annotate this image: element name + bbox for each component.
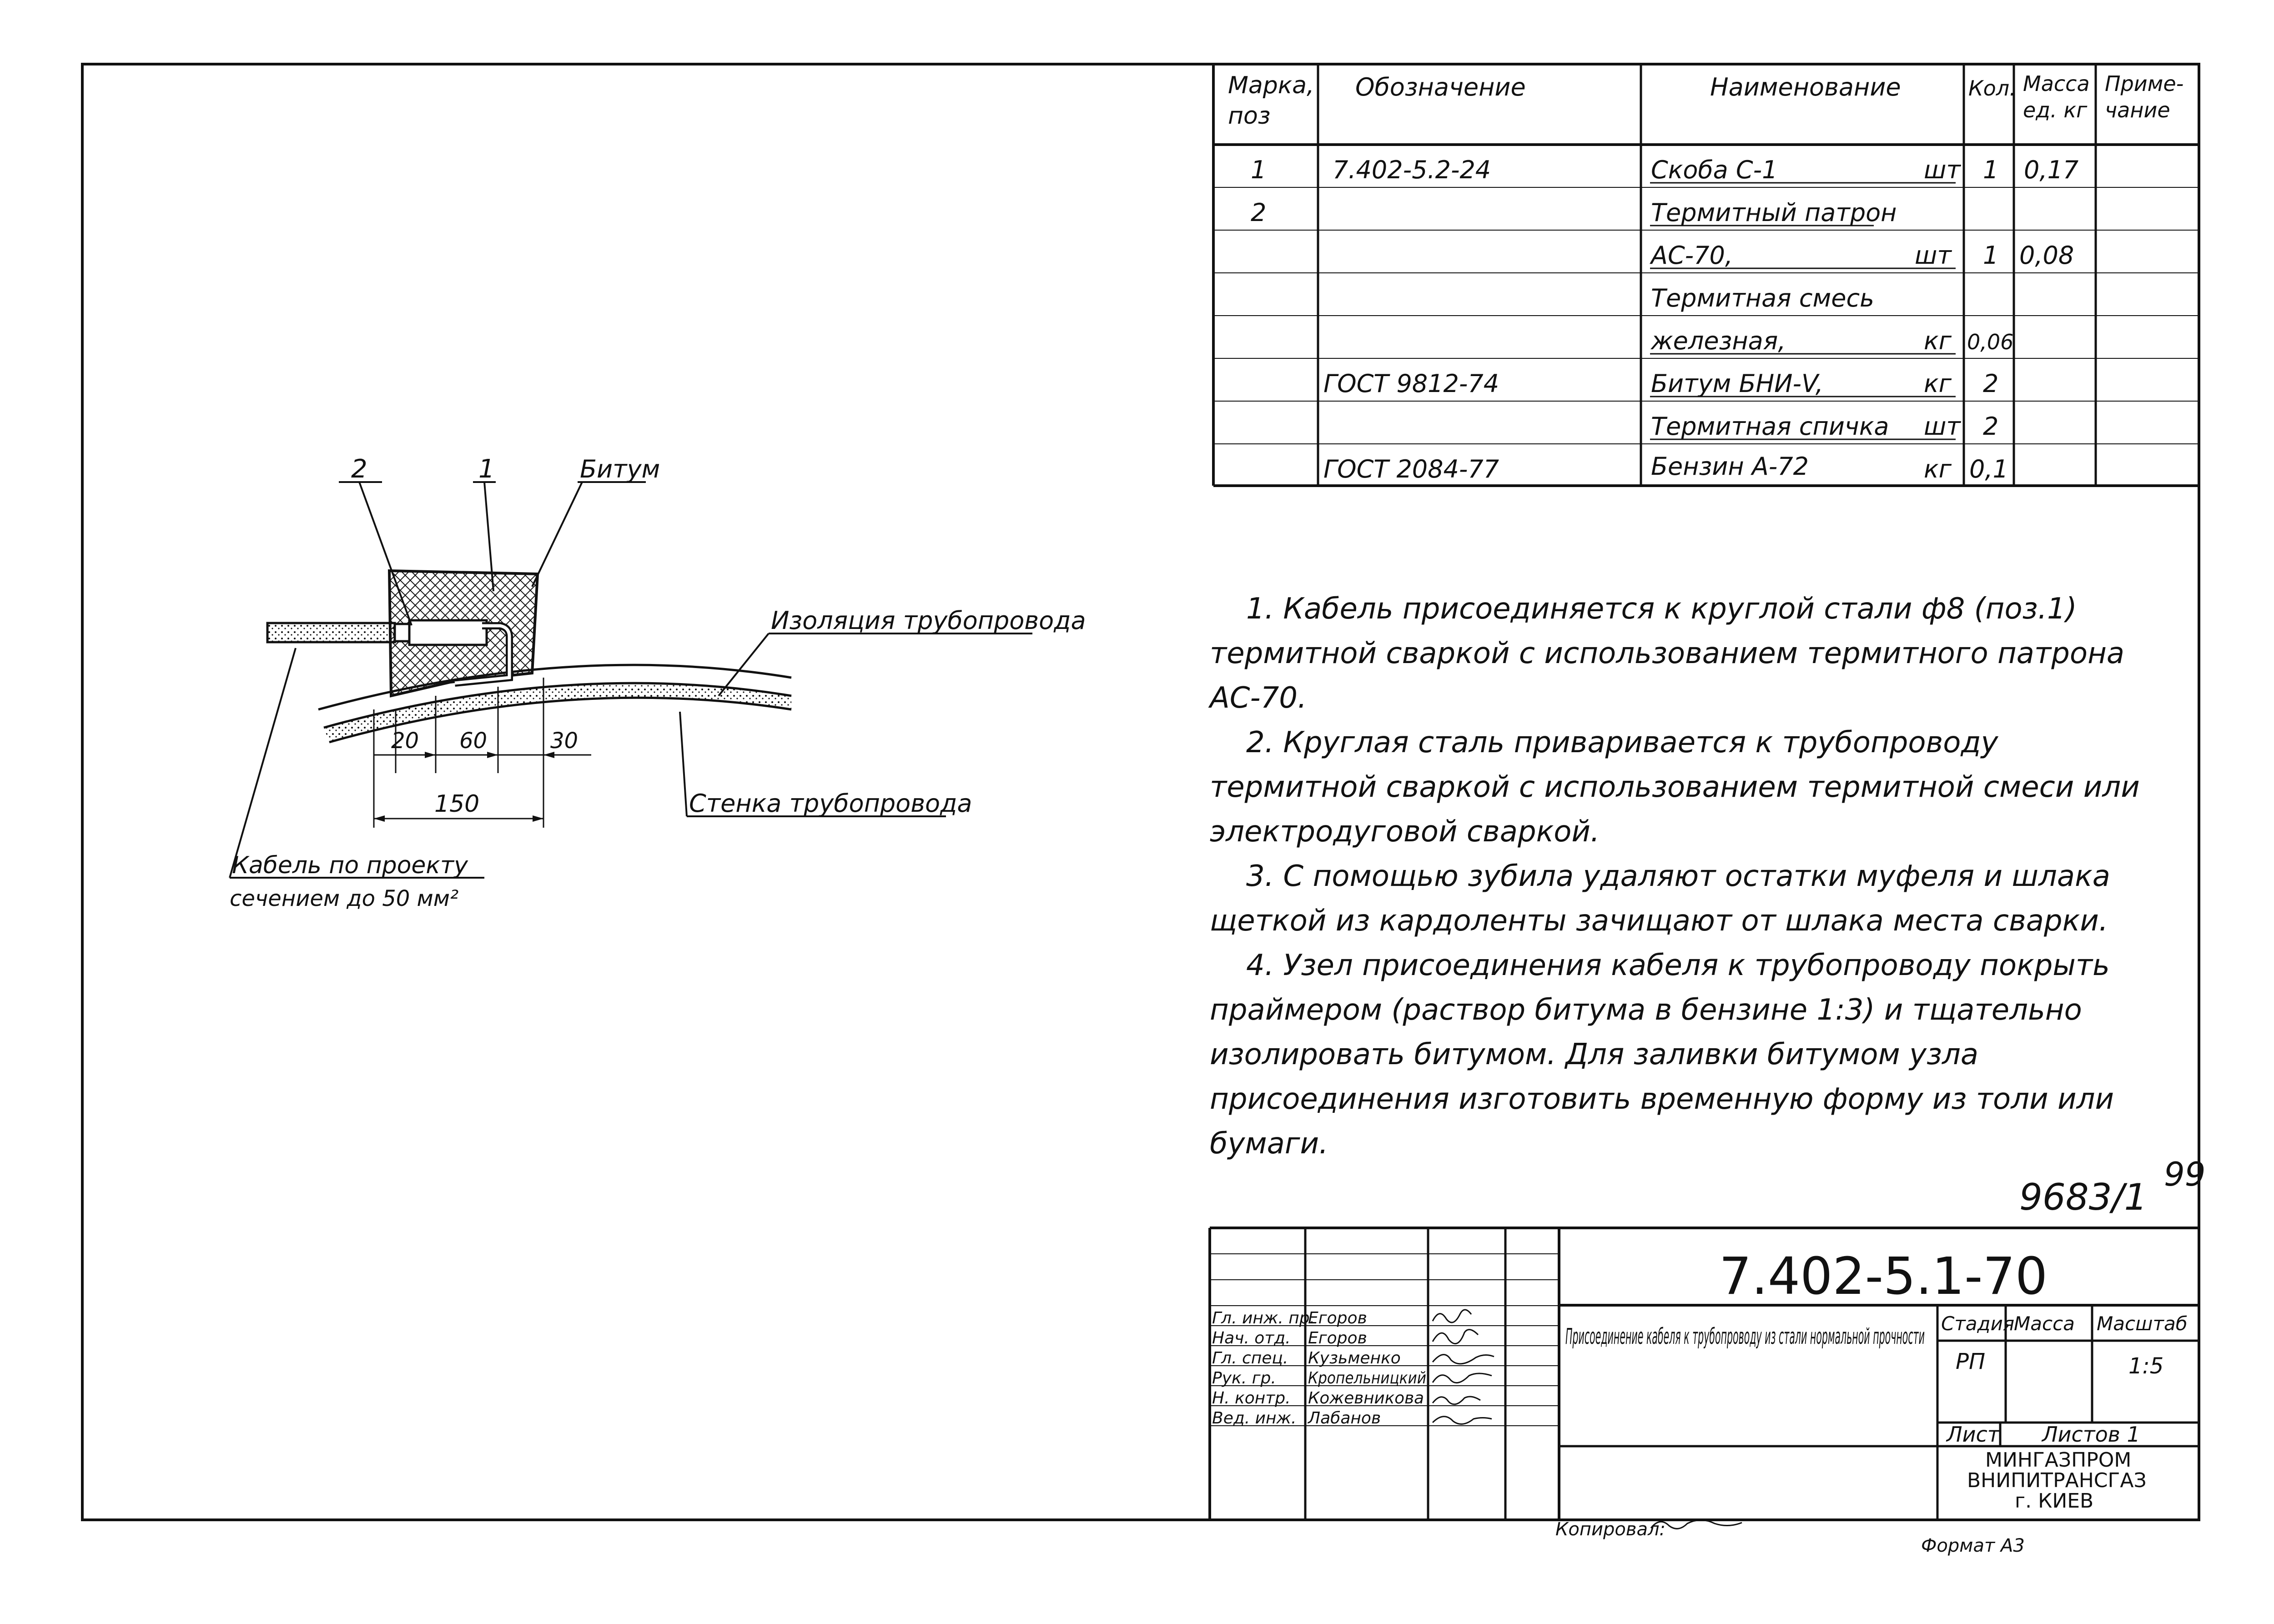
row6-qty: 2	[1983, 369, 1999, 398]
label-cable-2: сечением до 50 мм²	[230, 886, 459, 911]
row1-mass: 0,17	[2024, 156, 2079, 184]
hdr-note-1: Приме-	[2105, 71, 2184, 96]
row6-unit: кг	[1924, 369, 1952, 398]
hdr-name: Наименование	[1710, 73, 1901, 101]
row8-designation: ГОСТ 2084-77	[1323, 455, 1499, 483]
row1-name: Скоба С-1	[1651, 156, 1778, 184]
doc-code: 7.402-5.1-70	[1719, 1247, 2048, 1306]
sig-role-1: Гл. инж. пр.	[1212, 1309, 1315, 1327]
row1-mark: 1	[1251, 156, 1267, 184]
sig-name-3: Кузьменко	[1308, 1349, 1401, 1368]
dim-150: 150	[434, 790, 480, 818]
callout-2: 2	[351, 454, 367, 484]
copied-by-signature	[1649, 1514, 1767, 1537]
row4-name: Термитная смесь	[1651, 284, 1874, 312]
callout-bitumen: Битум	[580, 455, 660, 483]
hdr-designation: Обозначение	[1355, 73, 1526, 101]
row3-mass: 0,08	[2019, 241, 2074, 270]
label-insulation: Изоляция трубопровода	[771, 606, 1086, 635]
sheet-label: Лист	[1947, 1422, 2000, 1447]
dim-60: 60	[459, 728, 488, 754]
row8-name: Бензин А-72	[1651, 452, 1809, 481]
hdr-mass-1: Масса	[2023, 71, 2090, 96]
note-2: 2. Круглая сталь приваривается к трубопроводу термитной сваркой с использованием термитной смеси или электродуговой сваркой.	[1210, 726, 2140, 849]
org-3: г. КИЕВ	[2015, 1489, 2094, 1513]
row5-unit: кг	[1924, 327, 1952, 355]
scale-label: Масштаб	[2097, 1312, 2188, 1335]
row5-name: железная,	[1651, 327, 1786, 355]
dim-30: 30	[550, 728, 579, 754]
row1-unit: шт	[1924, 156, 1961, 184]
sheet-number: 99	[2164, 1155, 2206, 1193]
sig-name-5: Кожевникова	[1308, 1389, 1424, 1408]
mass-label: Масса	[2014, 1312, 2075, 1335]
row7-name: Термитная спичка	[1651, 412, 1889, 441]
scale-value: 1:5	[2128, 1353, 2164, 1379]
sig-name-1: Егоров	[1308, 1309, 1367, 1327]
title-line: Присоединение кабеля к трубопроводу из стали нормальной прочности	[1565, 1324, 1925, 1349]
row3-unit: шт	[1915, 241, 1952, 270]
row8-unit: кг	[1924, 455, 1952, 483]
sig-name-6: Лабанов	[1308, 1409, 1381, 1428]
hdr-mass-2: ед. кг	[2023, 98, 2088, 122]
note-1: 1. Кабель присоединяется к круглой стали ф8 (поз.1) термитной сваркой с использованием термитного патрона АС-70.	[1210, 592, 2125, 715]
org-2: ВНИПИТРАНСГАЗ	[1967, 1469, 2147, 1492]
hdr-qty: Кол.	[1968, 76, 2016, 101]
label-cable-1: Кабель по проекту	[232, 852, 468, 879]
sig-role-3: Гл. спец.	[1212, 1349, 1288, 1368]
note-3: 3. С помощью зубила удаляют остатки муфеля и шлака щеткой из кардоленты зачищают от шлака места сварки.	[1210, 860, 2110, 938]
row3-qty: 1	[1983, 241, 1999, 270]
hdr-mark-2: поз	[1228, 102, 1271, 130]
callout-1: 1	[478, 454, 495, 484]
row3-name: АС-70,	[1651, 241, 1733, 270]
handwritten-signatures	[1433, 1310, 1494, 1424]
row7-qty: 2	[1983, 412, 1999, 441]
note-4: 4. Узел присоединения кабеля к трубопроводу покрыть праймером (раствор битума в бензине 1:3) и тщательно изолировать битумом. Для заливки битумом узла присоединения изготовить временную форму из толи или бумаги.	[1210, 949, 2114, 1161]
dim-20: 20	[391, 728, 419, 754]
row8-qty: 0,1	[1969, 455, 2008, 483]
hdr-note-2: чание	[2105, 98, 2170, 122]
sig-role-6: Вед. инж.	[1212, 1409, 1297, 1428]
row2-name: Термитный патрон	[1651, 198, 1897, 227]
row1-designation: 7.402-5.2-24	[1333, 156, 1491, 184]
sig-role-2: Нач. отд.	[1212, 1329, 1291, 1347]
sig-role-5: Н. контр.	[1212, 1389, 1291, 1408]
copied-by-label: Копировал:	[1555, 1519, 1666, 1540]
row6-name: Битум БНИ-V,	[1651, 369, 1823, 398]
row5-qty: 0,06	[1967, 330, 2014, 354]
sheets-label: Листов 1	[2042, 1422, 2140, 1447]
org-1: МИНГАЗПРОМ	[1985, 1448, 2132, 1472]
format-label: Формат А3	[1921, 1535, 2025, 1556]
sig-name-4: Кропельницкий	[1308, 1369, 1426, 1388]
sig-role-4: Рук. гр.	[1212, 1369, 1276, 1388]
label-wall: Стенка трубопровода	[689, 789, 972, 818]
row7-unit: шт	[1924, 412, 1961, 441]
stage-label: Стадия	[1941, 1312, 2015, 1335]
archive-number: 9683/1	[2019, 1176, 2148, 1218]
row2-mark: 2	[1251, 198, 1267, 227]
stage-value: РП	[1956, 1349, 1986, 1374]
hdr-mark-1: Марка,	[1228, 72, 1314, 99]
sig-name-2: Егоров	[1308, 1329, 1367, 1347]
row1-qty: 1	[1983, 156, 1999, 184]
row6-designation: ГОСТ 9812-74	[1323, 369, 1499, 398]
